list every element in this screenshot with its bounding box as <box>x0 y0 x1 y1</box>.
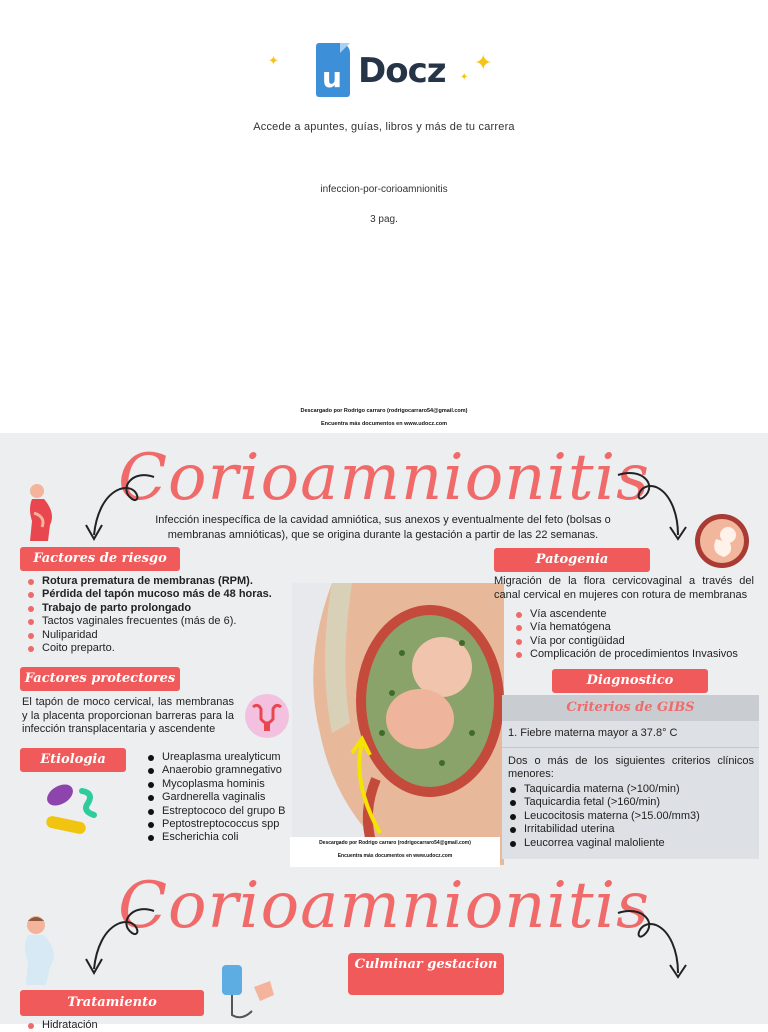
document-name: infeccion-por-corioamnionitis <box>320 184 448 195</box>
list-item: Vía por contigüidad <box>514 635 764 648</box>
illustration-footer <box>290 837 500 867</box>
sparkle-icon: ✦ <box>474 50 493 75</box>
list-item: Complicación de procedimientos Invasivos <box>514 648 764 661</box>
tag-diagnostico: Diagnostico <box>552 669 708 693</box>
risk-factors-list <box>26 575 296 655</box>
list-item: Hidratación <box>26 1019 226 1032</box>
list-item: Irritabilidad uterina <box>508 823 754 836</box>
uterus-icon <box>244 693 290 739</box>
page-count: 3 pag. <box>370 214 398 225</box>
more-docs-link[interactable]: Encuentra más documentos en www.udocz.com <box>337 853 453 859</box>
list-item: Estreptococo del grupo B <box>146 805 306 818</box>
sparkle-icon: ✦ <box>268 53 279 68</box>
list-item: Trabajo de parto prolongado <box>26 602 296 615</box>
sparkle-icon: ✦ <box>460 72 469 83</box>
list-item: Escherichia coli <box>146 831 306 844</box>
list-item: Rotura prematura de membranas (RPM). <box>26 575 296 588</box>
major-criterion: 1. Fiebre materna mayor a 37.8° C <box>508 727 678 739</box>
list-item: Mycoplasma hominis <box>146 778 306 791</box>
tagline: Accede a apuntes, guías, libros y más de tu carrera <box>253 121 515 133</box>
list-item: Tactos vaginales frecuentes (más de 6). <box>26 615 296 628</box>
second-slide <box>0 867 768 1031</box>
anatomy-illustration <box>292 583 504 865</box>
pathogenesis-text: Migración de la flora cervicovaginal a través del canal cervical en mujeres con rotura de membranas <box>494 575 754 601</box>
treatment-list <box>26 1019 226 1032</box>
etiology-list <box>146 751 306 845</box>
list-item: Peptostreptococcus spp <box>146 818 306 831</box>
document-icon: u <box>316 43 354 99</box>
list-item: Ureaplasma urealyticum <box>146 751 306 764</box>
list-item: Leucocitosis materna (>15.00/mm3) <box>508 810 754 823</box>
iv-drip-icon <box>218 961 278 1023</box>
gibs-criteria-box <box>502 695 759 859</box>
slide-title: Corioamnionitis <box>118 869 650 943</box>
definition-text: Infección inespecífica de la cavidad amniótica, sus anexos y eventualmente del feto (bolsas o membranas amnióticas), que se origina durante la gestación a partir de las 22 semanas. <box>155 514 611 541</box>
downloaded-by-text: Descargado por Rodrigo carraro (rodrigocarraro54@gmail.com) <box>300 408 468 414</box>
list-item: Taquicardia materna (>100/min) <box>508 783 754 796</box>
list-item: Vía ascendente <box>514 608 764 621</box>
more-docs-link[interactable]: Encuentra más documentos en www.udocz.com <box>320 421 447 427</box>
curly-arrow-right-icon <box>612 465 692 545</box>
tag-culminar-gestacion: Culminar gestacion <box>348 953 504 995</box>
pathogenesis-list <box>514 608 764 662</box>
tag-factores-riesgo: Factores de riesgo <box>20 547 180 571</box>
minor-criteria-intro: Dos o más de los siguientes criterios clínicos menores: <box>508 755 754 781</box>
list-item: Nuliparidad <box>26 629 296 642</box>
tag-etiologia: Etiologia <box>20 748 126 772</box>
tag-tratamiento: Tratamiento <box>20 990 204 1016</box>
list-item: Leucorrea vaginal maloliente <box>508 837 754 850</box>
pregnant-woman-icon <box>20 483 62 543</box>
downloaded-by-text: Descargado por Rodrigo carraro (rodrigocarraro54@gmail.com) <box>319 840 471 846</box>
list-item: Vía hematógena <box>514 621 764 634</box>
udocz-logo[interactable] <box>316 42 446 100</box>
tag-factores-protectores: Factores protectores <box>20 667 180 691</box>
infographic-slide <box>0 433 768 1031</box>
tag-patogenia: Patogenia <box>494 548 650 572</box>
list-item: Pérdida del tapón mucoso más de 48 horas. <box>26 588 296 601</box>
curly-arrow-right-icon <box>612 903 692 983</box>
pregnant-woman-icon <box>14 915 64 985</box>
fetus-icon <box>694 513 750 569</box>
minor-criteria-list <box>508 783 754 850</box>
list-item: Coito preparto. <box>26 642 296 655</box>
cover-page <box>0 0 768 433</box>
curly-arrow-left-icon <box>82 903 162 979</box>
list-item: Anaerobio gramnegativo <box>146 764 306 777</box>
gibs-criteria-title: Criterios de GIBS <box>502 695 759 721</box>
protective-factors-text: El tapón de moco cervical, las membranas y la placenta proporcionan barreras para la infección transplacentaria y ascendente <box>22 696 234 735</box>
list-item: Gardnerella vaginalis <box>146 791 306 804</box>
list-item: Taquicardia fetal (>160/min) <box>508 796 754 809</box>
slide-title: Corioamnionitis <box>118 441 650 515</box>
logo-wordmark: Docz <box>358 51 446 91</box>
bacteria-icon <box>42 779 106 845</box>
